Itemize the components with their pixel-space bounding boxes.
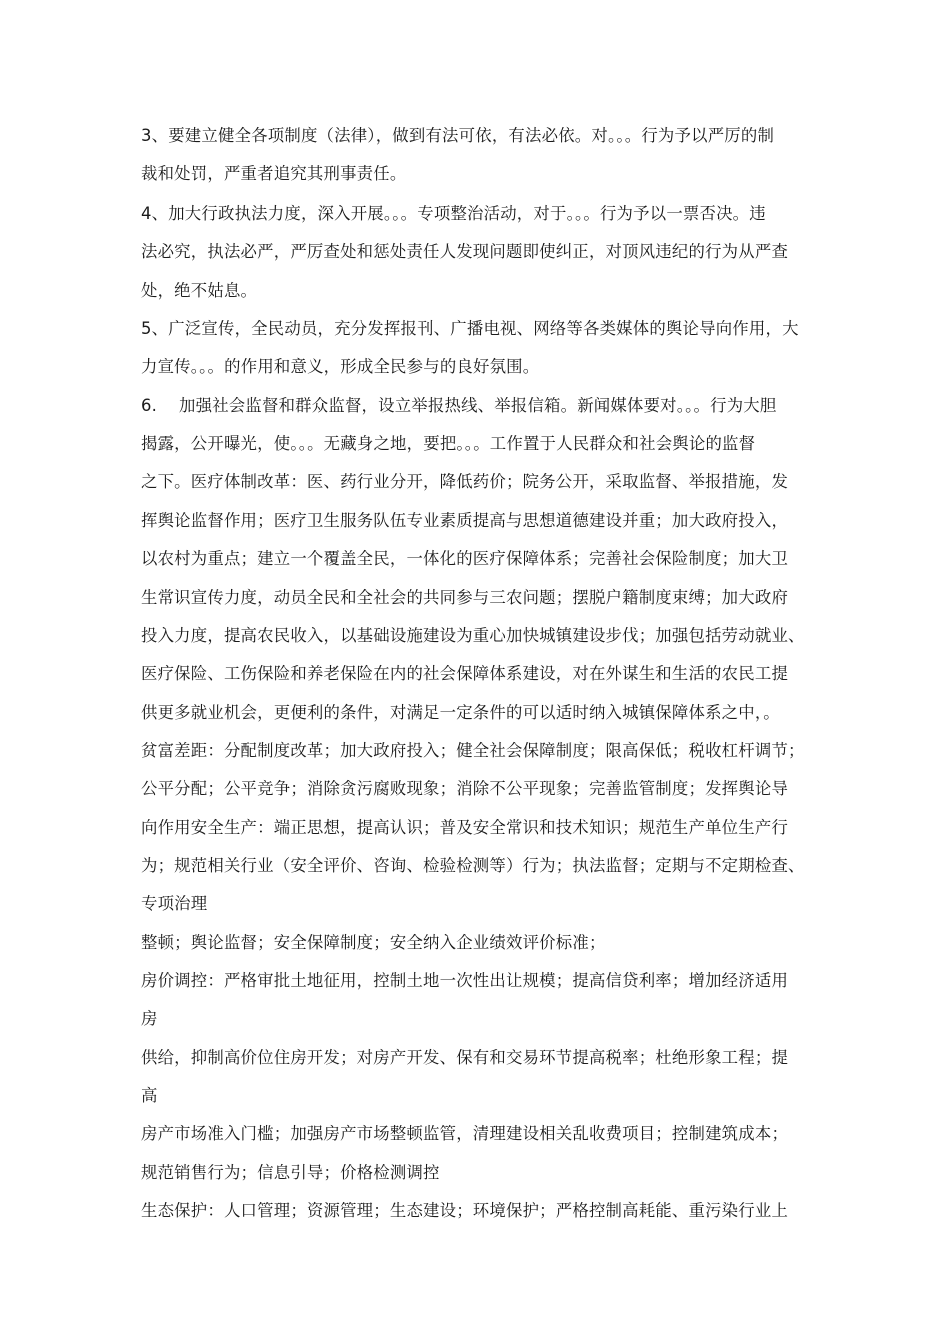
text-line: 医疗保险、工伤保险和养老保险在内的社会保障体系建设，对在外谋生和生活的农民工提 [141, 664, 789, 683]
text-line: 房价调控：严格审批土地征用，控制土地一次性出让规模；提高信贷利率；增加经济适用 [141, 971, 789, 990]
text-line: 4、加大行政执法力度，深入开展。。。专项整治活动，对于。。。行为予以一票否决。违 [141, 204, 766, 223]
text-line: 5、广泛宣传，全民动员，充分发挥报刊、广播电视、网络等各类媒体的舆论导向作用，大 [141, 319, 799, 338]
text-line: 裁和处罚，严重者追究其刑事责任。 [141, 164, 407, 183]
text-line: 揭露，公开曝光，使。。。无藏身之地，要把。。。工作置于人民群众和社会舆论的监督 [141, 434, 756, 453]
text-line: 为；规范相关行业（安全评价、咨询、检验检测等）行为；执法监督；定期与不定期检查、 [141, 856, 805, 875]
text-line: 生常识宣传力度，动员全民和全社会的共同参与三农问题；摆脱户籍制度束缚；加大政府 [141, 588, 789, 607]
text-line: 贫富差距：分配制度改革；加大政府投入；健全社会保障制度；限高保低；税收杠杆调节； [141, 741, 805, 760]
text-line: 投入力度，提高农民收入，以基础设施建设为重心加快城镇建设步伐；加强包括劳动就业、 [141, 626, 805, 645]
text-line: 房产市场准入门槛；加强房产市场整顿监管，清理建设相关乱收费项目；控制建筑成本； [141, 1124, 789, 1143]
text-line: 供给，抑制高价位住房开发；对房产开发、保有和交易环节提高税率；杜绝形象工程；提 [141, 1048, 789, 1067]
text-line: 以农村为重点；建立一个覆盖全民，一体化的医疗保障体系；完善社会保险制度；加大卫 [141, 549, 789, 568]
text-line: 高 [141, 1086, 158, 1105]
text-line: 供更多就业机会，更便利的条件，对满足一定条件的可以适时纳入城镇保障体系之中，。 [141, 703, 780, 722]
text-line: 规范销售行为；信息引导；价格检测调控 [141, 1163, 440, 1182]
text-line: 处，绝不姑息。 [141, 281, 258, 300]
text-line: 专项治理 [141, 894, 208, 913]
text-line: 公平分配；公平竞争；消除贪污腐败现象；消除不公平现象；完善监管制度；发挥舆论导 [141, 779, 789, 798]
text-line: 6. 加强社会监督和群众监督，设立举报热线、举报信箱。新闻媒体要对。。。行为大胆 [141, 396, 777, 415]
text-line: 生态保护：人口管理；资源管理；生态建设；环境保护；严格控制高耗能、重污染行业上 [141, 1201, 789, 1220]
text-line: 力宣传。。。的作用和意义，形成全民参与的良好氛围。 [141, 357, 540, 376]
text-line: 整顿；舆论监督；安全保障制度；安全纳入企业绩效评价标准； [141, 933, 606, 952]
text-line: 之下。医疗体制改革：医、药行业分开，降低药价；院务公开，采取监督、举报措施，发 [141, 472, 789, 491]
text-line: 3、要建立健全各项制度（法律），做到有法可依，有法必依。对。。。行为予以严厉的制 [141, 126, 775, 145]
text-line: 房 [141, 1009, 158, 1028]
text-line: 向作用安全生产：端正思想，提高认识；普及安全常识和技术知识；规范生产单位生产行 [141, 818, 789, 837]
text-line: 法必究，执法必严，严厉查处和惩处责任人发现问题即使纠正，对顶风违纪的行为从严查 [141, 242, 789, 261]
text-line: 挥舆论监督作用；医疗卫生服务队伍专业素质提高与思想道德建设并重；加大政府投入， [141, 511, 789, 530]
